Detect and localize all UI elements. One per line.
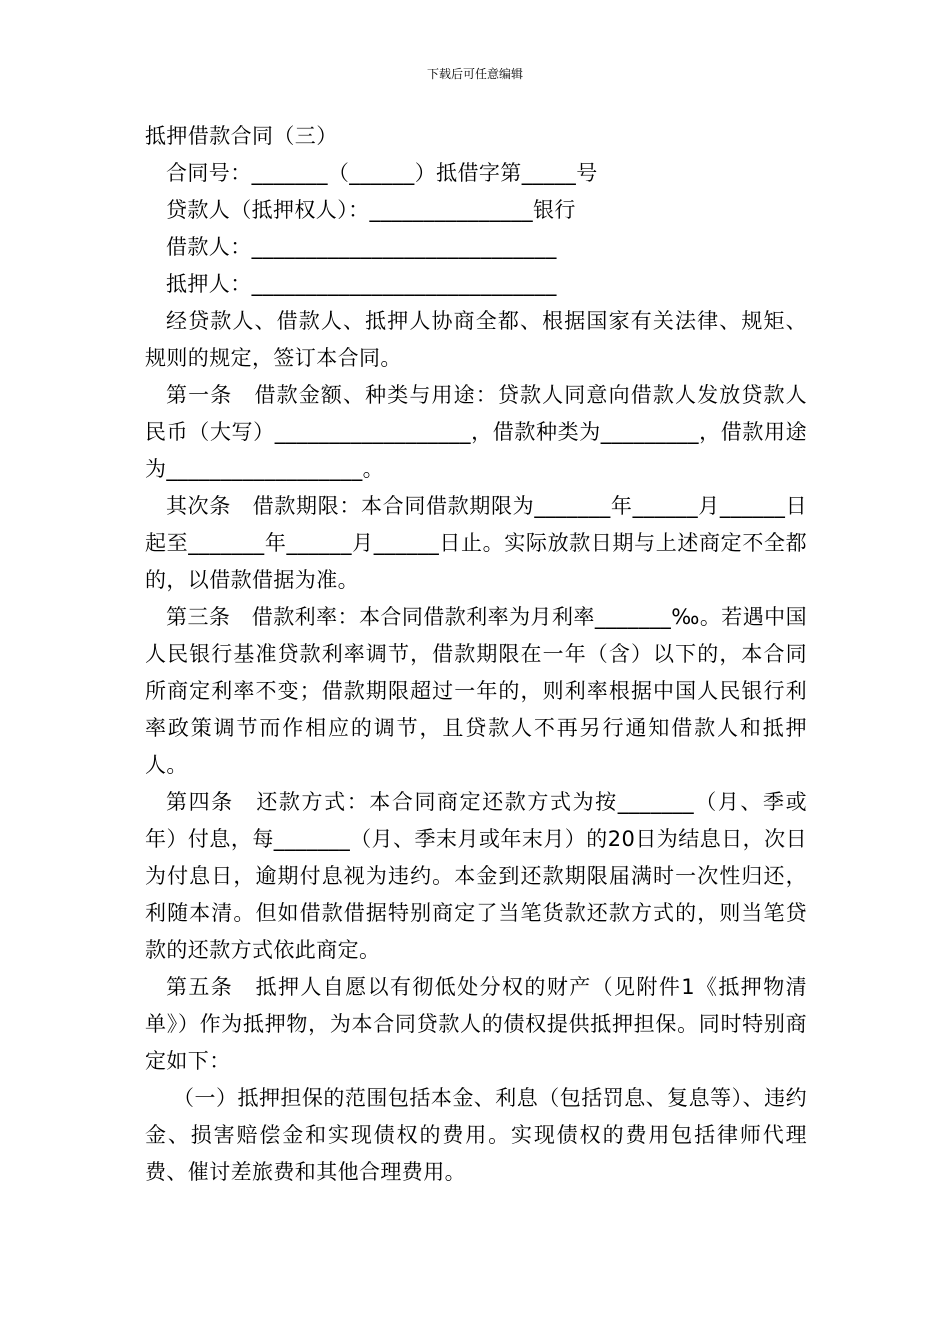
borrower-line: 借款人：____________________________ <box>166 235 557 259</box>
article-5-paragraph: 第五条 抵押人自愿以有彻低处分权的财产（见附件1《抵押物清单》）作为抵押物，为本合同贷款人的债权提供抵押担保。同时特别商定如下： <box>145 975 807 1073</box>
lender-line: 贷款人（抵押权人）：_______________银行 <box>166 198 576 222</box>
preamble-paragraph: 经贷款人、借款人、抵押人协商全都、根据国家有关法律、规矩、规则的规定，签订本合同。 <box>145 309 807 370</box>
page-header: 下载后可任意编辑 <box>426 67 523 81</box>
document-title: 抵押借款合同（三） <box>145 124 338 148</box>
article-2-paragraph: 其次条 借款期限：本合同借款期限为_______年______月______日起至_______年______月______日止。实际放款日期与上述商定不全都的，以借款借据为准。 <box>145 494 807 592</box>
mortgagor-line: 抵押人：____________________________ <box>166 272 557 296</box>
article-3-paragraph: 第三条 借款利率：本合同借款利率为月利率_______‰。若遇中国人民银行基准贷款利率调节，借款期限在一年（含）以下的，本合同所商定利率不变；借款期限超过一年的，则利率根据中国人民银行利率政策调节而作相应的调节，且贷款人不再另行通知借款人和抵押人。 <box>145 605 807 777</box>
article-1-paragraph: 第一条 借款金额、种类与用途：贷款人同意向借款人发放贷款人民币（大写）__________________，借款种类为_________，借款用途为__________________。 <box>145 383 807 481</box>
contract-body <box>145 118 807 1191</box>
clause-1-paragraph: （一）抵押担保的范围包括本金、利息（包括罚息、复息等）、违约金、损害赔偿金和实现债权的费用。实现债权的费用包括律师代理费、催讨差旅费和其他合理费用。 <box>145 1086 807 1184</box>
contract-number-line: 合同号：_______（______）抵借字第_____号 <box>166 161 598 185</box>
article-4-paragraph: 第四条 还款方式：本合同商定还款方式为按_______（月、季或年）付息，每_______（月、季末月或年末月）的20日为结息日，次日为付息日，逾期付息视为违约。本金到还款期限届满时一次性归还，利随本清。但如借款借据特别商定了当笔货款还款方式的，则当笔贷款的还款方式依此商定。 <box>145 790 807 962</box>
